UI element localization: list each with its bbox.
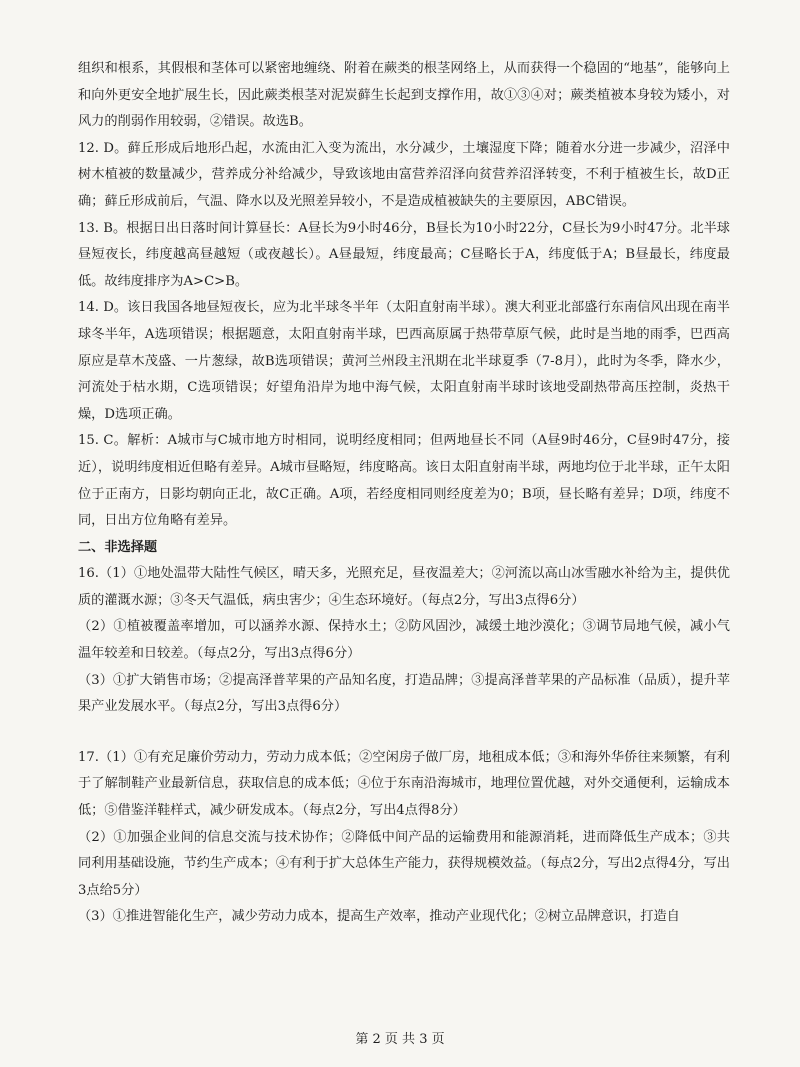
paragraph-q16-part3: （3）①扩大销售市场；②提高泽普苹果的产品知名度，打造品牌；③提高泽普苹果的产品标准（品质），提升苹果产业发展水平。（每点2分，写出3点得6分） [78,672,730,715]
paragraph-q17-part2: （2）①加强企业间的信息交流与技术协作；②降低中间产品的运输费用和能源消耗，进而降低生产成本；③共同利用基础设施，节约生产成本；④有利于扩大总体生产能力，获得规模效益。（每点2分，写出2点得4分，写出3点给5分） [78,829,730,898]
paragraph-q16-part1: 16.（1）①地处温带大陆性气候区，晴天多，光照充足，昼夜温差大；②河流以高山冰雪融水补给为主，提供优质的灌溉水源；③冬天气温低，病虫害少；④生态环境好。（每点2分，写出3点得6分） [78,566,730,608]
paragraph-q13: 13. B。根据日出日落时间计算昼长：A昼长为9小时46分，B昼长为10小时22分，C昼长为9小时47分。北半球昼短夜长，纬度越高昼越短（或夜越长）。A昼最短，纬度最高；C昼略长于A，纬度低于A；B昼最长，纬度最低。故纬度排序为A>C>B。 [78,220,730,289]
answer-content [78,56,730,931]
paragraph-q11-continued: 组织和根系，其假根和茎体可以紧密地缠绕、附着在蕨类的根茎网络上，从而获得一个稳固的“地基”，能够向上和向外更安全地扩展生长，因此蕨类根茎对泥炭藓生长起到支撑作用，故①③④对；蕨类植被本身较为矮小，对风力的削弱作用较弱，②错误。故选B。 [78,61,730,130]
paragraph-q14: 14. D。该日我国各地昼短夜长，应为北半球冬半年（太阳直射南半球）。澳大利亚北部盛行东南信风出现在南半球冬半年，A选项错误；根据题意，太阳直射南半球，巴西高原属于热带草原气候，此时是当地的雨季，巴西高原应是草木茂盛、一片葱绿，故B选项错误；黄河兰州段主汛期在北半球夏季（7-8月），此时为冬季，降水少，河流处于枯水期，C选项错误；好望角沿岸为地中海气候，太阳直射南半球时该地受副热带高压控制，炎热干燥，D选项正确。 [78,300,730,422]
paragraph-q15: 15. C。解析：A城市与C城市地方时相同，说明经度相同；但两地昼长不同（A昼9时46分，C昼9时47分，接近），说明纬度相近但略有差异。A城市昼略短，纬度略高。该日太阳直射南半球，两地均位于北半球，正午太阳位于正南方，日影均朝向正北，故C正确。A项，若经度相同则经度差为0；B项，昼长略有差异；D项，纬度不同，日出方位角略有差异。 [78,433,730,529]
paragraph-q17-part3: （3）①推进智能化生产，减少劳动力成本，提高生产效率，推动产业现代化；②树立品牌意识，打造自 [78,909,680,925]
paragraph-q12: 12. D。藓丘形成后地形凸起，水流由汇入变为流出，水分减少，土壤湿度下降；随着水分进一步减少，沼泽中树木植被的数量减少，营养成分补给减少，导致该地由富营养沼泽向贫营养沼泽转变，不利于植被生长，故D正确；藓丘形成前后，气温、降水以及光照差异较小，不是造成植被缺失的主要原因，ABC错误。 [78,140,730,209]
page-footer: 第 2 页 共 3 页 [355,1032,445,1047]
section-heading-non-choice: 二、非选择题 [78,539,158,555]
paragraph-q16-part2: （2）①植被覆盖率增加，可以涵养水源、保持水土；②防风固沙，减缓土地沙漠化；③调节局地气候，减小气温年较差和日较差。（每点2分，写出3点得6分） [78,619,730,662]
paragraph-q17-part1: 17.（1）①有充足廉价劳动力，劳动力成本低；②空闲房子做厂房，地租成本低；③和海外华侨往来频繁，有利于了解制鞋产业最新信息，获取信息的成本低；④位于东南沿海城市，地理位置优越，对外交通便利，运输成本低；⑤借鉴洋鞋样式，减少研发成本。（每点2分，写出4点得8分） [78,749,730,819]
